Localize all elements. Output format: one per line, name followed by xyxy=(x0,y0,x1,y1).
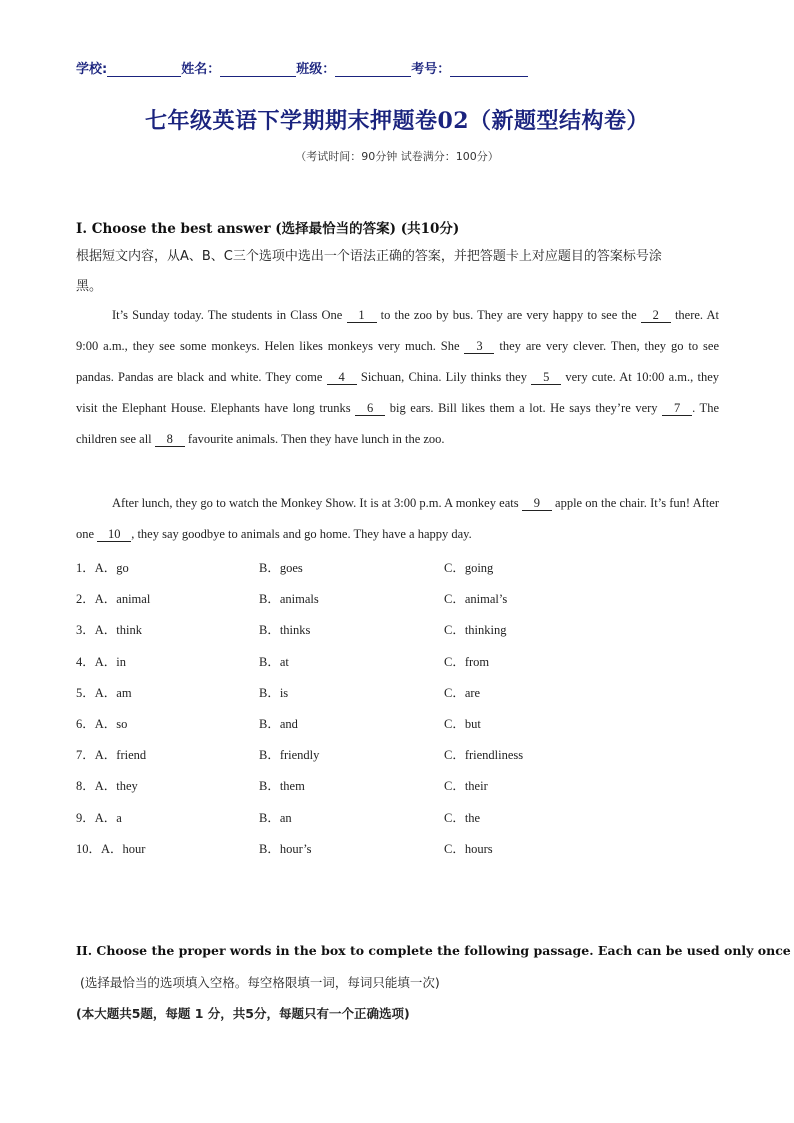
blank-4[interactable]: 4 xyxy=(327,370,357,385)
section2-sub1: (选择最恰当的选项填入空格。每空格限填一词，每词只能填一次) xyxy=(80,975,440,990)
option-c[interactable]: C．are xyxy=(444,685,481,700)
question-4-options xyxy=(76,652,719,672)
section2-sub2: (本大题共5题，每题 1 分，共5分，每题只有一个正确选项) xyxy=(76,1006,410,1021)
option-a[interactable]: 4．A．in xyxy=(76,654,127,669)
question-8-options xyxy=(76,776,719,796)
option-c[interactable]: C．the xyxy=(444,810,481,825)
question-2-options xyxy=(76,589,719,609)
option-a[interactable]: 9．A．a xyxy=(76,810,122,825)
exam-title: 七年级英语下学期期末押题卷02（新题型结构卷） xyxy=(144,108,650,134)
passage-text: they are very clever. Then, they go to see pandas. Pandas are black and white. They come xyxy=(76,339,719,384)
option-b[interactable]: B．them xyxy=(259,779,305,794)
passage-text: big ears. Bill likes them a lot. He says they’re very xyxy=(385,401,663,415)
passage-text: very cute. At 10:00 a.m., they visit the Elephant House. Elephants have long trunks xyxy=(76,370,720,415)
option-a[interactable]: 5．A．am xyxy=(76,685,132,700)
passage-text: Sichuan, China. Lily thinks they xyxy=(356,370,532,384)
question-1-options xyxy=(76,558,719,578)
option-b[interactable]: B．thinks xyxy=(259,623,311,638)
question-9-options xyxy=(76,808,719,828)
option-c[interactable]: C．but xyxy=(444,717,481,731)
blank-8[interactable]: 8 xyxy=(155,432,185,447)
passage-text: to the zoo by bus. They are very happy to see the xyxy=(376,308,641,322)
class-blank[interactable] xyxy=(335,62,411,77)
option-c[interactable]: C．from xyxy=(444,654,490,669)
option-b[interactable]: B．and xyxy=(259,717,298,731)
option-a[interactable]: 6．A．so xyxy=(76,717,128,731)
passage-text: After lunch, they go to watch the Monkey Show. It is at 3:00 p.m. A monkey eats xyxy=(112,496,522,510)
blank-1[interactable]: 1 xyxy=(347,308,377,323)
option-a[interactable]: 8．A．they xyxy=(76,779,138,794)
name-label: 姓名： xyxy=(181,62,221,77)
question-10-options xyxy=(76,839,719,859)
student-info-line xyxy=(76,58,528,77)
class-label: 班级： xyxy=(296,62,336,77)
passage-paragraph-1 xyxy=(76,300,719,455)
section1-heading: I. Choose the best answer (选择最恰当的答案) (共10分) xyxy=(76,221,460,237)
question-7-options xyxy=(76,745,719,765)
option-c[interactable]: C．hours xyxy=(444,841,493,856)
option-b[interactable]: B．hour’s xyxy=(259,841,312,856)
blank-5[interactable]: 5 xyxy=(531,370,561,385)
option-b[interactable]: B．at xyxy=(259,654,289,669)
question-6-options xyxy=(76,714,719,734)
option-b[interactable]: B．is xyxy=(259,685,289,700)
option-c[interactable]: C．friendliness xyxy=(444,748,524,763)
exam-no-blank[interactable] xyxy=(450,62,528,77)
section1-instruction-line2: 黑。 xyxy=(76,279,103,294)
exam-subtitle: （考试时间：90分钟 试卷满分：100分） xyxy=(295,150,499,163)
blank-3[interactable]: 3 xyxy=(464,339,494,354)
option-c[interactable]: C．going xyxy=(444,561,494,575)
option-c[interactable]: C．thinking xyxy=(444,623,507,638)
passage-text: , they say goodbye to animals and go home. They have a happy day. xyxy=(131,527,472,541)
school-blank[interactable] xyxy=(107,62,181,77)
name-blank[interactable] xyxy=(220,62,296,77)
passage-text: favourite animals. Then they have lunch in the zoo. xyxy=(184,432,445,446)
blank-7[interactable]: 7 xyxy=(662,401,692,416)
passage-text: there. At 9:00 a.m., they see some monkeys. Helen likes monkeys very much. She xyxy=(76,308,719,353)
blank-9[interactable]: 9 xyxy=(522,496,552,511)
blank-2[interactable]: 2 xyxy=(641,308,671,323)
passage-text: apple on the chair. It’s fun! After one xyxy=(76,496,719,541)
passage-paragraph-2 xyxy=(76,488,719,550)
school-label: 学校: xyxy=(76,62,108,77)
option-a[interactable]: 10．A．hour xyxy=(76,841,146,856)
section1-instruction-line1: 根据短文内容，从A、B、C三个选项中选出一个语法正确的答案，并把答题卡上对应题目的答案标号涂 xyxy=(76,249,662,264)
passage-text: . The children see all xyxy=(76,401,719,446)
option-b[interactable]: B．an xyxy=(259,810,292,825)
section2-heading: II. Choose the proper words in the box to complete the following passage. Each can be used only once xyxy=(76,943,791,958)
option-b[interactable]: B．friendly xyxy=(259,748,320,763)
option-c[interactable]: C．their xyxy=(444,779,488,794)
blank-10[interactable]: 10 xyxy=(97,527,131,542)
exam-no-label: 考号： xyxy=(411,62,451,77)
option-a[interactable]: 1．A．go xyxy=(76,561,129,575)
question-3-options xyxy=(76,620,719,640)
passage-text: It’s Sunday today. The students in Class One xyxy=(112,308,347,322)
option-b[interactable]: B．goes xyxy=(259,561,303,575)
option-a[interactable]: 3．A．think xyxy=(76,623,142,638)
option-a[interactable]: 7．A．friend xyxy=(76,748,147,763)
option-b[interactable]: B．animals xyxy=(259,592,319,607)
option-a[interactable]: 2．A．animal xyxy=(76,592,151,607)
option-c[interactable]: C．animal’s xyxy=(444,592,508,607)
blank-6[interactable]: 6 xyxy=(355,401,385,416)
question-5-options xyxy=(76,683,719,703)
